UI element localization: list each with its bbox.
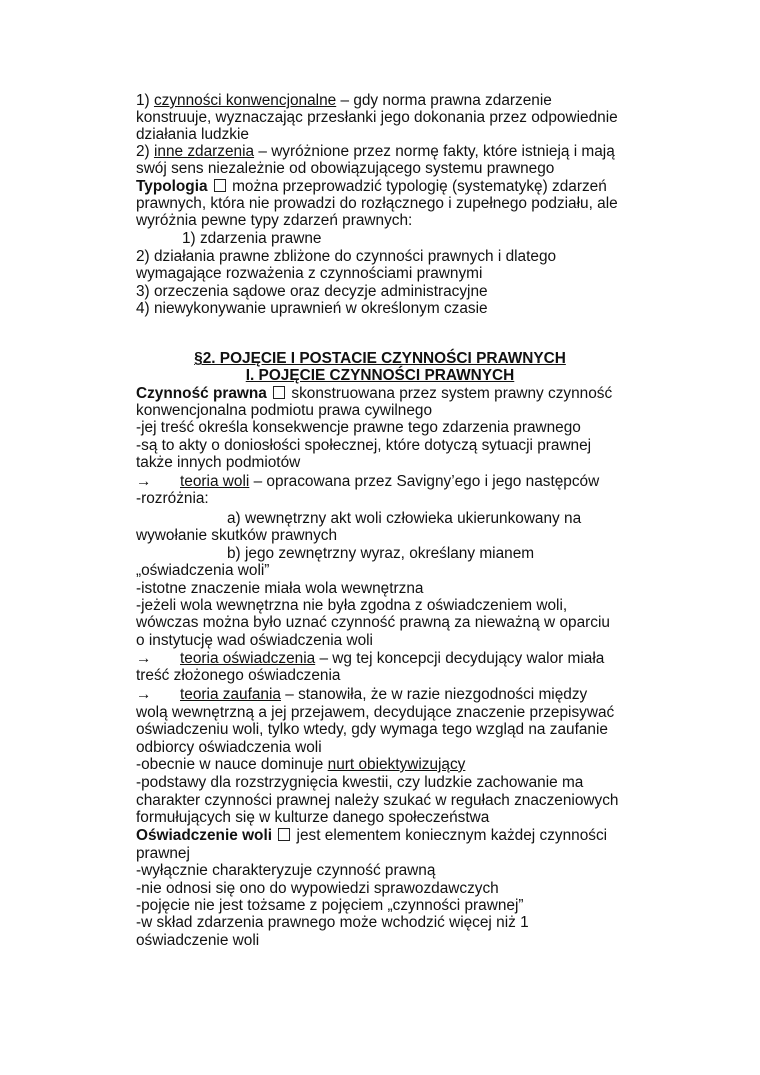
text-line: treść złożonego oświadczenia: [136, 667, 341, 684]
text-line: -rozróżnia:: [136, 490, 209, 507]
text-line: [136, 385, 612, 403]
text-line: -wyłącznie charakteryzuje czynność prawną: [136, 862, 436, 879]
text-line: [136, 473, 599, 491]
section-heading: §2. POJĘCIE I POSTACIE CZYNNOŚCI PRAWNYCH: [194, 350, 566, 367]
text-line: -jej treść określa konsekwencje prawne tego zdarzenia prawnego: [136, 419, 581, 436]
text-line: -istotne znaczenie miała wola wewnętrzna: [136, 580, 424, 597]
text-line: charakter czynności prawnej należy szukać w regułach znaczeniowych: [136, 792, 619, 809]
text-line: konstruuje, wyznaczając przesłanki jego dokonania przez odpowiednie: [136, 109, 618, 126]
text-line: b) jego zewnętrzny wyraz, określany mianem: [227, 545, 535, 562]
text-line: [136, 686, 587, 704]
underlined-term: teoria woli: [180, 473, 250, 490]
underlined-term: teoria oświadczenia: [180, 650, 316, 667]
bold-term: Czynność prawna: [136, 385, 267, 402]
list-number: 1): [136, 92, 154, 109]
text-line: wyróżnia pewne typy zdarzeń prawnych:: [136, 212, 413, 229]
text-line: oświadczeniu woli, tylko wtedy, gdy wymaga tego wzgląd na zaufanie: [136, 721, 608, 738]
text-line: wówczas można było uznać czynność prawną za nieważną w oparciu: [136, 614, 610, 631]
text-segment: – gdy norma prawna zdarzenie: [336, 92, 552, 109]
text-segment: można przeprowadzić typologię (systematykę) zdarzeń: [227, 178, 607, 195]
text-line: -nie odnosi się ono do wypowiedzi sprawozdawczych: [136, 880, 499, 897]
text-line: 4) niewykonywanie uprawnień w określonym czasie: [136, 300, 488, 317]
bold-term: Oświadczenie woli: [136, 827, 272, 844]
arrow-right-icon: →: [136, 473, 152, 490]
text-line: wymagające rozważenia z czynnościami prawnymi: [136, 265, 483, 282]
text-line: [136, 650, 604, 668]
text-segment: – wg tej koncepcji decydujący walor miała: [315, 650, 605, 667]
text-line: swój sens niezależnie od obowiązującego systemu prawnego: [136, 160, 555, 177]
text-line: [136, 756, 465, 774]
underlined-term: teoria zaufania: [180, 686, 281, 703]
text-segment: – stanowiła, że w razie niezgodności między: [280, 686, 588, 703]
text-line: -jeżeli wola wewnętrzna nie była zgodna z oświadczeniem woli,: [136, 597, 568, 614]
text-segment: – opracowana przez Savigny’ego i jego następców: [249, 473, 600, 490]
text-line: a) wewnętrzny akt woli człowieka ukierunkowany na: [227, 510, 582, 527]
text-line: „oświadczenia woli”: [136, 562, 270, 579]
arrow-right-icon: →: [136, 686, 152, 703]
text-line: wywołanie skutków prawnych: [136, 527, 338, 544]
missing-glyph-box-icon: [278, 828, 290, 841]
underlined-term: inne zdarzenia: [153, 143, 255, 160]
text-line: odbiorcy oświadczenia woli: [136, 739, 322, 756]
text-line: -są to akty o doniosłości społecznej, które dotyczą sytuacji prawnej: [136, 437, 592, 454]
text-line: [136, 143, 615, 161]
text-line: 2) działania prawne zbliżone do czynności prawnych i dlatego: [136, 248, 557, 265]
text-line: działania ludzkie: [136, 126, 249, 143]
text-line: -podstawy dla rozstrzygnięcia kwestii, czy ludzkie zachowanie ma: [136, 774, 584, 791]
text-line: formułujących się w kulturze danego społeczeństwa: [136, 809, 490, 826]
text-line: [136, 178, 607, 196]
text-line: [136, 92, 552, 110]
text-line: oświadczenie woli: [136, 932, 260, 949]
text-segment: -obecnie w nauce dominuje: [136, 756, 328, 773]
text-segment: jest elementem koniecznym każdej czynności: [292, 827, 608, 844]
list-number: 2): [136, 143, 154, 160]
text-line: konwencjonalna podmiotu prawa cywilnego: [136, 402, 433, 419]
subsection-heading: I. POJĘCIE CZYNNOŚCI PRAWNYCH: [245, 367, 515, 384]
text-line: o instytucję wad oświadczenia woli: [136, 632, 373, 649]
text-line: prawnej: [136, 845, 190, 862]
text-line: prawnych, która nie prowadzi do rozłącznego i zupełnego podziału, ale: [136, 195, 618, 212]
text-segment: – wyróżnione przez normę fakty, które istnieją i mają: [254, 143, 615, 160]
text-line: -pojęcie nie jest tożsame z pojęciem „czynności prawnej”: [136, 897, 524, 914]
text-line: wolą wewnętrzną a jej przejawem, decydujące znaczenie przepisywać: [136, 704, 615, 721]
text-line: 1) zdarzenia prawne: [182, 230, 322, 247]
underlined-term: nurt obiektywizujący: [327, 756, 466, 773]
bold-term: Typologia: [136, 178, 208, 195]
text-line: -w skład zdarzenia prawnego może wchodzić więcej niż 1: [136, 914, 529, 931]
underlined-term: czynności konwencjonalne: [153, 92, 337, 109]
text-line: [136, 827, 607, 845]
text-line: także innych podmiotów: [136, 454, 301, 471]
text-line: 3) orzeczenia sądowe oraz decyzje administracyjne: [136, 283, 488, 300]
missing-glyph-box-icon: [214, 179, 226, 192]
missing-glyph-box-icon: [273, 386, 285, 399]
text-segment: skonstruowana przez system prawny czynność: [287, 385, 613, 402]
arrow-right-icon: →: [136, 650, 152, 667]
